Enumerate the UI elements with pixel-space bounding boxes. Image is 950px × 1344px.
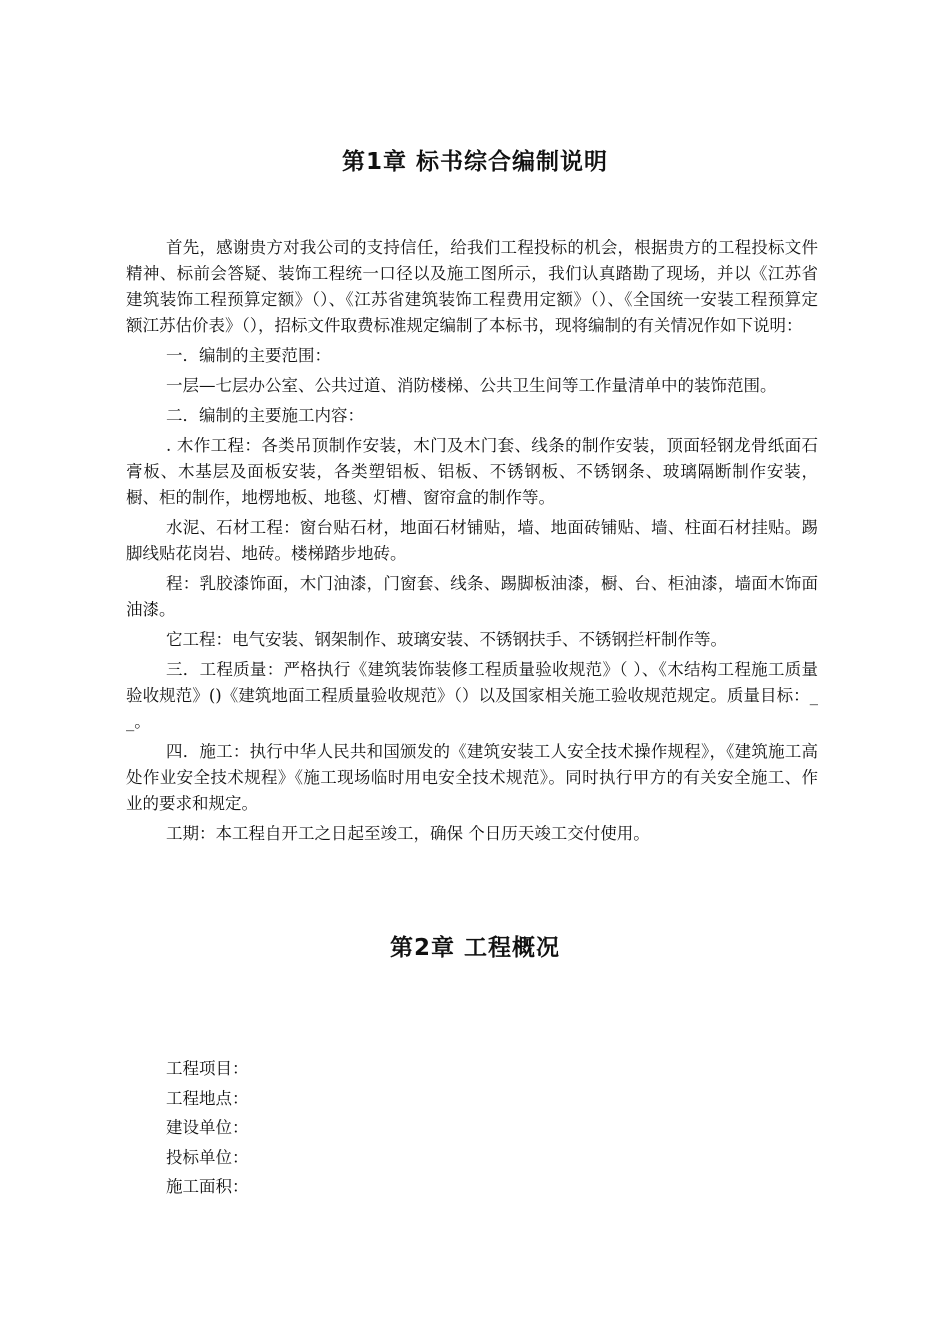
chapter-1-title: 第1章 标书综合编制说明 [341,149,608,175]
woodwork-paragraph: . 木作工程：各类吊顶制作安装，木门及木门套、线条的制作安装，顶面轻钢龙骨纸面石膏板、木基层及面板安装，各类塑铝板、铝板、不锈钢板、不锈钢条、玻璃隔断制作安装，橱、柜的制作，地楞地板、地毯、灯槽、窗帘盒的制作等。 [126,436,818,507]
construction-area-field: 施工面积： [166,1177,249,1196]
scope-paragraph: 一层—七层办公室、公共过道、消防楼梯、公共卫生间等工作量清单中的装饰范围。 [166,376,777,395]
other-work-paragraph: 它工程：电气安装、钢架制作、玻璃安装、不锈钢扶手、不锈钢拦杆制作等。 [166,630,727,649]
project-location-field: 工程地点： [166,1088,249,1108]
section-heading-scope: 一．编制的主要范围： [166,346,331,365]
section-heading-content: 二．编制的主要施工内容： [166,406,364,425]
intro-paragraph: 首先，感谢贵方对我公司的支持信任，给我们工程投标的机会，根据贵方的工程投标文件精神、标前会答疑、装饰工程统一口径以及施工图所示，我们认真踏勘了现场，并以《江苏省建筑装饰工程预算定额》（）、《江苏省建筑装饰工程费用定额》（）、《全国统一安装工程预算定额江苏估价表》（），招标文件取费标准规定编制了本标书，现将编制的有关情况作如下说明： [126,238,818,335]
chapter-2-title: 第2章 工程概况 [389,935,560,961]
stonework-paragraph: 水泥、石材工程：窗台贴石材，地面石材铺贴，墙、地面砖铺贴、墙、柱面石材挂贴。踢脚线贴花岗岩、地砖。楼梯踏步地砖。 [126,518,818,563]
project-name-field: 工程项目： [166,1059,249,1078]
chapter-1-body [126,235,818,851]
safety-paragraph: 四．施工：执行中华人民共和国颁发的《建筑安装工人安全技术操作规程》，《建筑施工高处作业安全技术规程》《施工现场临时用电安全技术规范》。同时执行甲方的有关安全施工、作业的要求和规定。 [126,742,818,813]
client-field: 建设单位： [166,1118,249,1137]
paintwork-paragraph: 程：乳胶漆饰面，木门油漆，门窗套、线条、踢脚板油漆，橱、台、柜油漆，墙面木饰面油漆。 [126,574,818,619]
schedule-paragraph: 工期：本工程自开工之日起至竣工，确保 个日历天竣工交付使用。 [166,824,650,843]
quality-paragraph: 三．工程质量：严格执行《建筑装饰装修工程质量验收规范》（ ）、《木结构工程施工质量验收规范》()《建筑地面工程质量验收规范》（）以及国家相关施工验收规范规定。质量目标：__。 [126,660,818,731]
bidder-field: 投标单位： [166,1147,249,1167]
project-info-list [166,1054,249,1202]
